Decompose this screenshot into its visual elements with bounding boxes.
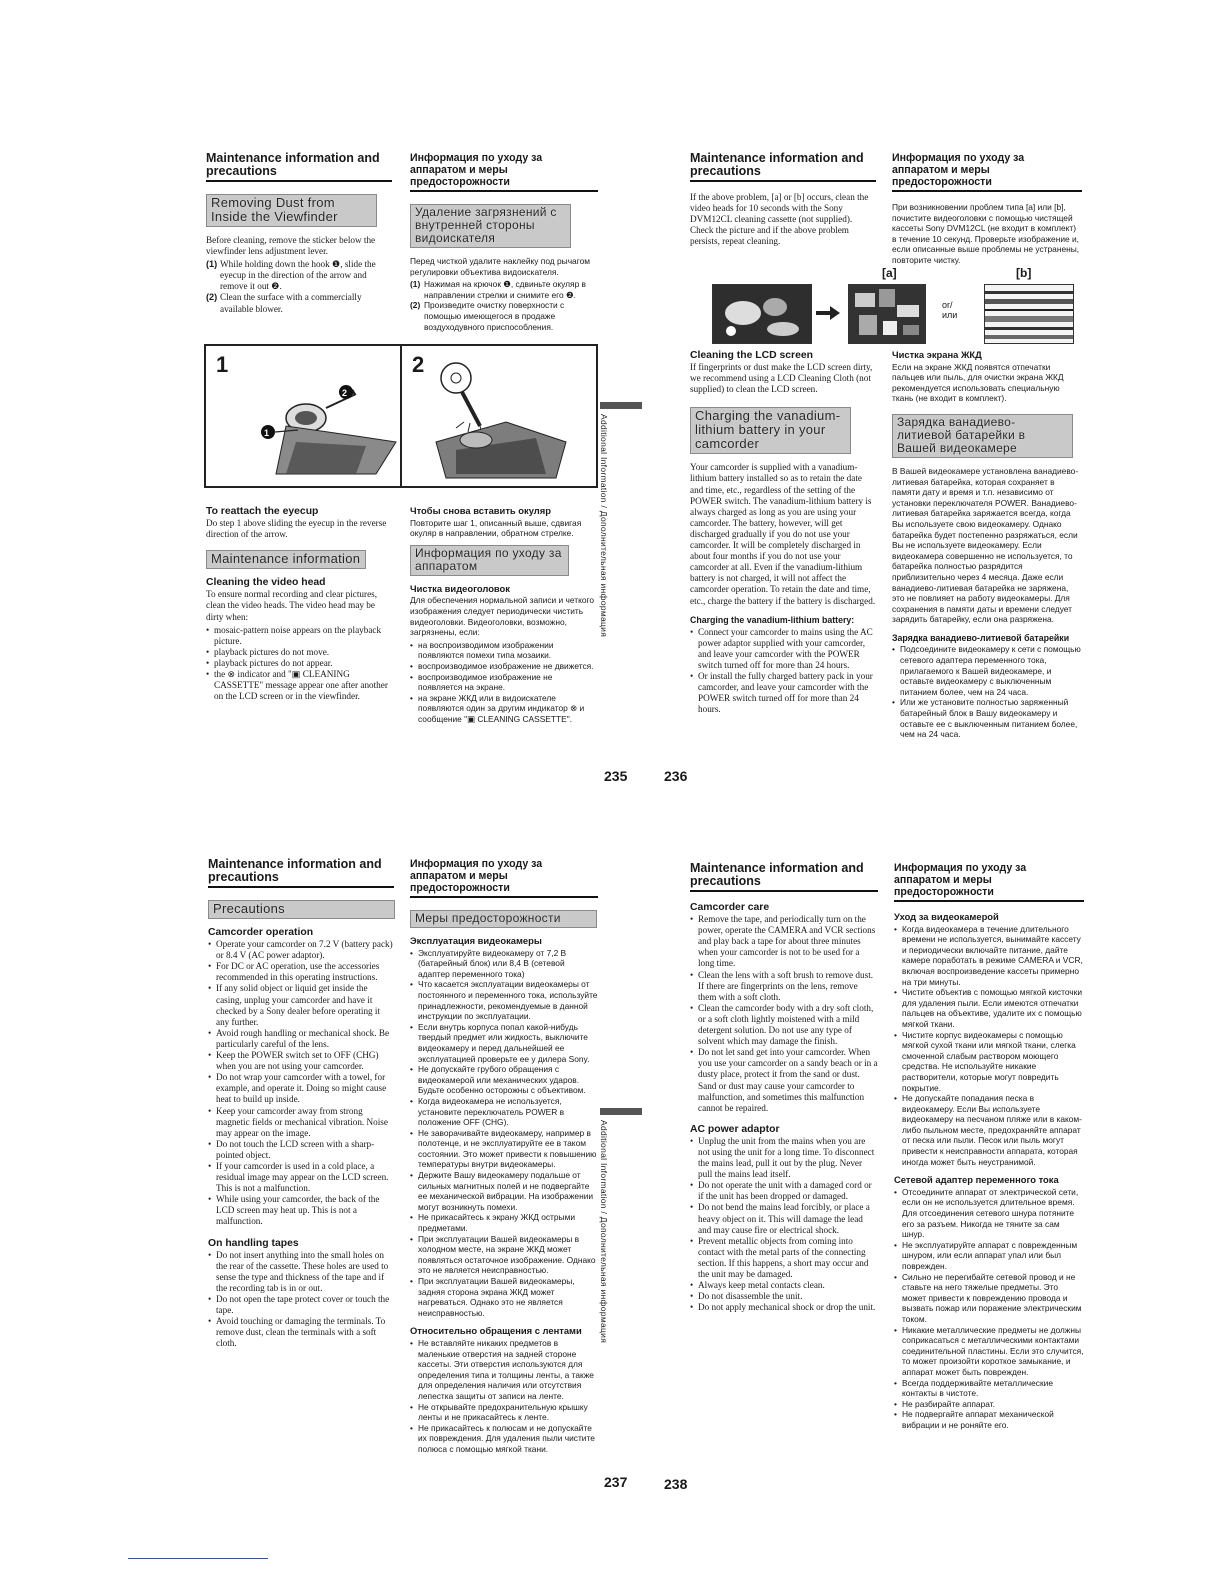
list-item: • Do not bend the mains lead forcibly, or place a heavy object on it. This will damage the lead and may cause fire or electrical shock. — [690, 1202, 878, 1235]
p236-en-battery-text: Your camcorder is supplied with a vanadium-lithium battery installed so as to retain the date and time, etc., regardless of the setting of the POWER switch. The vanadium-lithium battery is always charged as long as you are using your camcorder. The battery, however, will get discharged gradually if you do not use your camcorder. It will be completely discharged in about four months if you do not use your camcorder at all. Even if the vanadium-lithium battery is not charged, it will not affect the camcorder operation. To retain the date and time, etc., charge the battery if the battery is discharged. — [690, 462, 876, 606]
p237-ru-tapes-list — [410, 1338, 598, 1455]
p237-ru-column — [410, 858, 598, 1455]
side-tab-label: Additional Information / Дополнительная информация — [599, 414, 609, 638]
list-item: • воспроизводимое изображение не движется. — [410, 661, 598, 672]
p237-ru-header: Информация по уходу за аппаратом и меры предосторожности — [410, 858, 598, 898]
p238-ru-column — [894, 862, 1084, 1431]
list-item: • Do not apply mechanical shock or drop the unit. — [690, 1302, 878, 1313]
figure-label-b: [b] — [1016, 266, 1032, 280]
svg-text:1: 1 — [264, 428, 270, 438]
p236-ru-lcd-text: Если на экране ЖКД появятся отпечатки пальцев или пыль, для очистки экрана ЖКД рекомендуется использовать специальную ткань (не входит в комплект). — [892, 361, 1064, 404]
p235-en-head-text: To ensure normal recording and clear pictures, clean the video heads. The video head may be dirty when: — [206, 589, 378, 622]
figure-divider — [400, 344, 402, 488]
p236-en-charging-list — [690, 627, 876, 716]
p236-en-column — [690, 152, 876, 249]
p236-ru-charging-list — [892, 644, 1082, 739]
list-item: • При эксплуатации Вашей видеокамеры в холодном месте, на экране ЖКД может появляться остаточное изображение. Однако это не является неисправностью. — [410, 1234, 598, 1276]
list-item: • mosaic-pattern noise appears on the playback picture. — [206, 625, 392, 647]
list-item: • Никакие металлические предметы не должны соприкасаться с металлическими контактами соединительной пластины. Если это случится, то может произойти короткое замыкание, и аппарат может быть поврежден. — [894, 1325, 1084, 1378]
list-item: • воспроизводимое изображение не появляется на экране. — [410, 672, 598, 693]
page-number-236: 236 — [664, 768, 688, 784]
list-item: • Remove the tape, and periodically turn on the power, operate the CAMERA and VCR sections and play back a tape for about three minutes when your camcorder is not to be used for a long time. — [690, 914, 878, 969]
or-separator: or/ или — [942, 300, 958, 320]
list-item: • Если внутрь корпуса попал какой-нибудь твердый предмет или жидкость, выключите видеокамеру и перед дальнейшей ее эксплуатацией проверьте ее у дилера Sony. — [410, 1022, 598, 1064]
p236-en-charging-title: Charging the vanadium-lithium battery: — [690, 614, 855, 625]
p237-en-cam-list — [208, 939, 394, 1227]
p236-ru-lcd-title: Чистка экрана ЖКД — [892, 349, 982, 360]
step-item: (2) Произведите очистку поверхности с помощью имеющегося в продаже воздуходувного приспособления. — [410, 300, 565, 332]
list-item: • Не эксплуатируйте аппарат с поврежденным шнуром, или если аппарат упал или был поврежден. — [894, 1240, 1084, 1272]
step-item: (1) While holding down the hook ❶, slide the eyecup in the direction of the arrow and remove it out ❷. — [206, 259, 376, 292]
list-item: • the ⊗ indicator and "▣ CLEANING CASSETTE" message appear one after another on the LCD screen or in the viewfinder. — [206, 669, 392, 702]
p235-ru-reattach-title: Чтобы снова вставить окуляр — [410, 505, 551, 516]
list-item: • Не вставляйте никаких предметов в маленькие отверстия на задней стороне кассеты. Эти отверстия используются для определения типа и толщины ленты, а также для определения наличия или отсутствия лепестка защиты от записи на ленте. — [410, 1338, 598, 1402]
list-item: • Не подвергайте аппарат механической вибрации и не роняйте его. — [894, 1409, 1084, 1430]
stripe-noise-thumb-b — [984, 284, 1074, 344]
p235-ru-reattach-text: Повторите шаг 1, описанный выше, сдвигая окуляр в направлении, обратном стрелке. — [410, 517, 582, 539]
list-item: • Не прикасайтесь к полюсам и не допускайте их повреждения. Для удаления пыли чистите полюса с помощью мягкой ткани. — [410, 1423, 598, 1455]
page-number-235: 235 — [604, 768, 628, 784]
list-item: • Сильно не перегибайте сетевой провод и не ставьте на него тяжелые предметы. Это может привести к повреждению провода и вызвать пожар или поражение электрическим током. — [894, 1272, 1084, 1325]
p235-ru-header: Информация по уходу за аппаратом и меры предосторожности — [410, 152, 598, 192]
list-item: • Do not wrap your camcorder with a towel, for example, and operate it. Doing so might cause heat to build up inside. — [208, 1072, 394, 1105]
p238-en-ac-list — [690, 1136, 878, 1314]
p235-ru-banner-viewfinder: Удаление загрязнений с внутренней стороны видоискателя — [410, 204, 571, 248]
p238-en-care-list — [690, 914, 878, 1114]
list-item: • While using your camcorder, the back of the LCD screen may heat up. This is not a malfunction. — [208, 1194, 394, 1227]
figure-label-a: [a] — [882, 266, 897, 280]
p236-en-lcd-title: Cleaning the LCD screen — [690, 350, 813, 361]
p235-en-head-list — [206, 625, 392, 703]
p235-ru-column — [410, 152, 598, 332]
p235-ru-lower — [410, 506, 598, 725]
p238-en-care-title: Camcorder care — [690, 902, 770, 913]
p236-en-intro: If the above problem, [a] or [b] occurs, clean the video heads for 10 seconds with the Sony DVM12CL cleaning cassette (not supplied). Check the picture and if the above problem persists, repeat cleaning. — [690, 192, 869, 247]
p236-ru-charging-title: Зарядка ванадиево-литиевой батарейки — [892, 632, 1070, 643]
p236-ru-column — [892, 152, 1082, 268]
p238-en-column — [690, 862, 878, 1313]
p235-en-steps — [206, 259, 392, 314]
list-item: • Prevent metallic objects from coming into contact with the metal parts of the connecting section. If this happens, a short may occur and the unit may be damaged. — [690, 1236, 878, 1280]
p235-en-lower — [206, 506, 392, 702]
p237-en-tapes-list — [208, 1250, 394, 1350]
p236-en-header: Maintenance information and precautions — [690, 152, 876, 182]
list-item: • For DC or AC operation, use the accessories recommended in this operating instructions. — [208, 961, 394, 983]
p235-ru-banner-maintenance: Информация по уходу за аппаратом — [410, 545, 569, 576]
p236-en-banner-battery: Charging the vanadium-lithium battery in your camcorder — [690, 407, 851, 454]
list-item: • Connect your camcorder to mains using the AC power adaptor supplied with your camcorder, and leave your camcorder with the POWER switch turned off for more than 24 hours. — [690, 627, 876, 671]
p235-en-reattach-text: Do step 1 above sliding the eyecup in the reverse direction of the arrow. — [206, 518, 387, 540]
list-item: • При эксплуатации Вашей видеокамеры, задняя сторона экрана ЖКД может нагреваться. Однако это не является неисправностью. — [410, 1276, 598, 1318]
list-item: • Всегда поддерживайте металлические контакты в чистоте. — [894, 1378, 1084, 1399]
p236-ru-lower — [892, 350, 1082, 740]
list-item: • Always keep metal contacts clean. — [690, 1280, 878, 1291]
p237-ru-banner-precautions: Меры предосторожности — [410, 910, 597, 928]
p238-ru-care-title: Уход за видеокамерой — [894, 911, 999, 922]
list-item: • на воспроизводимом изображении появляются помехи типа мозаики. — [410, 640, 598, 661]
list-item: • Не допускайте попадания песка в видеокамеру. Если Вы используете видеокамеру на песчаном пляже или в каком-либо пыльном месте, предохраняйте аппарат от песка или пыли. Песок или пыль могут привести к неисправности аппарата, которая иногда может быть неустранимой. — [894, 1093, 1084, 1167]
list-item: • If your camcorder is used in a cold place, a residual image may appear on the LCD screen. This is not a malfunction. — [208, 1161, 394, 1194]
p238-en-ac-title: AC power adaptor — [690, 1123, 780, 1135]
step-item: (1) Нажимая на крючок ❶, сдвиньте окуляр в направлении стрелки и снимите его ❷. — [410, 279, 587, 300]
list-item: • Keep the POWER switch set to OFF (CHG) when you are not using your camcorder. — [208, 1050, 394, 1072]
p236-ru-banner-battery: Зарядка ванадиево-литиевой батарейки в Вашей видеокамере — [892, 414, 1073, 458]
section-tab-marker — [600, 402, 642, 409]
p235-ru-intro: Перед чисткой удалите наклейку под рычагом регулировки объектива видоискателя. — [410, 256, 590, 277]
list-item: • Не заворачивайте видеокамеру, например в полотенце, и не эксплуатируйте ее в таком состоянии. Это может привести к повышению температуры внутри видеокамеры. — [410, 1128, 598, 1170]
p238-en-header: Maintenance information and precautions — [690, 862, 878, 892]
p238-ru-ac-list — [894, 1187, 1084, 1431]
list-item: • Не допускайте грубого обращения с видеокамерой или механических ударов. Будьте особенно осторожны с объективом. — [410, 1064, 598, 1096]
p237-en-tapes-title: On handling tapes — [208, 1237, 299, 1249]
p236-ru-battery-text: В Вашей видеокамере установлена ванадиево-литиевая батарейка, которая сохраняет в памяти дату и время и т.п. независимо от установки переключателя POWER. Ванадиево-литиевая батарейка заряжается всегда, когда Вы используете свою видеокамеру. Однако батарейка будет постепенно разряжаться, если Вы не используете видеокамеру. Если видеокамера совершенно не используется, то батарейка полностью разрядится приблизительно через 4 месяца. Даже если ванадиево-литиевая батарейка не заряжена, это не повлияет на работу видеокамеры. Для сохранения в памяти даты и времени следует зарядить батарейку, если она разряжена. — [892, 465, 1079, 625]
list-item: • Avoid rough handling or mechanical shock. Be particularly careful of the lens. — [208, 1028, 394, 1050]
list-item: • Do not let sand get into your camcorder. When you use your camcorder on a sandy beach or in a dusty place, protect it from the sand or dust. Sand or dust may cause your camcorder to malfunction, and sometimes this malfunction cannot be repaired. — [690, 1047, 878, 1114]
side-tab-label: Additional Information / Дополнительная информация — [599, 1120, 609, 1344]
list-item: • Or install the fully charged battery pack in your camcorder, and leave your camcorder with the POWER switch turned off for more than 24 hours. — [690, 671, 876, 715]
list-item: • Avoid touching or damaging the terminals. To remove dust, clean the terminals with a soft cloth. — [208, 1316, 394, 1349]
list-item: • Не открывайте предохранительную крышку ленты и не прикасайтесь к ленте. — [410, 1402, 598, 1423]
list-item: • playback pictures do not appear. — [206, 658, 392, 669]
p237-en-column — [208, 858, 394, 1349]
p235-en-banner-maintenance: Maintenance information — [206, 550, 366, 569]
p235-en-head-title: Cleaning the video head — [206, 577, 326, 589]
list-item: • Чистите корпус видеокамеры с помощью мягкой сухой ткани или мягкой ткани, слегка смоченной слабым раствором моющего средства. Не используйте никакие растворители, которые могут повредить покрытие. — [894, 1030, 1084, 1094]
list-item: • Unplug the unit from the mains when you are not using the unit for a long time. To disconnect the mains lead, pull it out by the plug. Never pull the mains lead itself. — [690, 1136, 878, 1180]
list-item: • Do not operate the unit with a damaged cord or if the unit has been dropped or damaged. — [690, 1180, 878, 1202]
list-item: • Подсоедините видеокамеру к сети с помощью сетевого адаптера переменного тока, прилагаемого к Вашей видеокамере, и оставьте видеокамеру с выключенным питанием более, чем на 24 часа. — [892, 644, 1082, 697]
p235-ru-head-text: Для обеспечения нормальной записи и четкого изображения следует периодически чистить видеоголовки. Видеоголовки, возможно, загрязнены, если: — [410, 595, 595, 638]
p235-en-banner-viewfinder: Removing Dust from Inside the Viewfinder — [206, 194, 377, 227]
p237-en-banner-precautions: Precautions — [208, 900, 395, 919]
p235-en-reattach-title: To reattach the eyecup — [206, 506, 319, 517]
list-item: • Что касается эксплуатации видеокамеры от постоянного и переменного тока, используйте принадлежности, рекомендуемые в данной инструкции по эксплуатации. — [410, 979, 598, 1021]
p235-ru-steps — [410, 279, 598, 332]
list-item: • на экране ЖКД или в видоискателе появляются один за другим индикатор ⊗ и сообщение "▣ CLEANING CASSETTE". — [410, 693, 598, 725]
list-item: • Не разбирайте аппарат. — [894, 1399, 1084, 1410]
p235-ru-head-title: Чистка видеоголовок — [410, 582, 510, 594]
arrow-right-icon — [816, 306, 840, 320]
list-item: • Эксплуатируйте видеокамеру от 7,2 В (батарейный блок) или 8,4 В (сетевой адаптер переменного тока) — [410, 948, 598, 980]
figure-label-1: 1 — [216, 352, 229, 377]
p236-en-lcd-text: If fingerprints or dust make the LCD screen dirty, we recommend using a LCD Cleaning Cloth (not supplied) to clean the LCD screen. — [690, 362, 873, 395]
list-item: • Отсоедините аппарат от электрической сети, если он не используется длительное время. Для отсоединения сетевого шнура потяните его за разъем. Никогда не тяните за сам шнур. — [894, 1187, 1084, 1240]
page-number-238: 238 — [664, 1476, 688, 1492]
svg-text:2: 2 — [342, 388, 348, 398]
list-item: • Operate your camcorder on 7.2 V (battery pack) or 8.4 V (AC power adaptor). — [208, 939, 394, 961]
list-item: • Когда видеокамера в течение длительного времени не используется, вынимайте кассету и периодически включайте питание, дайте камере поработать в режиме CAMERA и VCR, включая воспроизведение кассеты примерно на три минуты. — [894, 924, 1084, 988]
p237-en-header: Maintenance information and precautions — [208, 858, 394, 888]
p236-ru-intro: При возникновении проблем типа [a] или [b], почистите видеоголовки с помощью чистящей кассеты Sony DVM12CL (не входит в комплект) в течение 10 секунд. Проверьте изображение и, если описанные выше проблемы не устранены, повторите чистку. — [892, 202, 1080, 265]
p238-ru-care-list — [894, 924, 1084, 1168]
p238-ru-ac-title: Сетевой адаптер переменного тока — [894, 1174, 1059, 1186]
list-item: • Или же установите полностью заряженный батарейный блок в Вашу видеокамеру и оставьте ее с выключенным питанием более, чем на 24 часа. — [892, 697, 1082, 739]
list-item: • playback pictures do not move. — [206, 647, 392, 658]
p238-ru-header: Информация по уходу за аппаратом и меры предосторожности — [894, 862, 1084, 902]
page-number-237: 237 — [604, 1474, 628, 1490]
p236-ru-header: Информация по уходу за аппаратом и меры предосторожности — [892, 152, 1082, 192]
figure-label-2: 2 — [412, 352, 425, 377]
list-item: • Keep your camcorder away from strong magnetic fields or mechanical vibration. Noise may appear on the image. — [208, 1106, 394, 1139]
p235-en-intro: Before cleaning, remove the sticker below the viewfinder lens adjustment lever. — [206, 235, 376, 257]
list-item: • Do not touch the LCD screen with a sharp-pointed object. — [208, 1139, 394, 1161]
list-item: • Чистите объектив с помощью мягкой кисточки для удаления пыли. Если имеются отпечатки пальцев на объективе, удалите их с помощью мягкой ткани. — [894, 987, 1084, 1029]
list-item: • Do not open the tape protect cover or touch the tape. — [208, 1294, 394, 1316]
section-tab-marker — [600, 1108, 642, 1115]
list-item: • Do not disassemble the unit. — [690, 1291, 878, 1302]
list-item: • Clean the lens with a soft brush to remove dust. If there are fingerprints on the lens, remove them with a soft cloth. — [690, 970, 878, 1003]
p237-ru-cam-list — [410, 948, 598, 1319]
p237-en-cam-title: Camcorder operation — [208, 927, 314, 938]
list-item: • Clean the camcorder body with a dry soft cloth, or a soft cloth lightly moistened with a mild detergent solution. Do not use any type of solvent which may damage the finish. — [690, 1003, 878, 1047]
list-item: • Держите Вашу видеокамеру подальше от сильных магнитных полей и не подвергайте ее механической вибрации. На изображении могут возникнуть помехи. — [410, 1170, 598, 1212]
p235-en-header: Maintenance information and precautions — [206, 152, 392, 182]
p235-en-column — [206, 152, 392, 315]
list-item: • Do not insert anything into the small holes on the rear of the cassette. These holes are used to sense the type and thickness of the tape and if the recording tab is in or out. — [208, 1250, 394, 1294]
p237-ru-tapes-title: Относительно обращения с лентами — [410, 1325, 582, 1337]
list-item: • Не прикасайтесь к экрану ЖКД острыми предметами. — [410, 1212, 598, 1233]
list-item: • If any solid object or liquid get inside the casing, unplug your camcorder and have it checked by a Sony dealer before operating it any further. — [208, 983, 394, 1027]
step-item: (2) Clean the surface with a commercially available blower. — [206, 292, 362, 314]
footer-link-underline[interactable] — [128, 1558, 268, 1559]
p237-ru-cam-title: Эксплуатация видеокамеры — [410, 935, 542, 946]
p236-en-lower — [690, 350, 876, 715]
list-item: • Когда видеокамера не используется, установите переключатель POWER в положение OFF (CHG). — [410, 1096, 598, 1128]
p235-ru-head-list — [410, 640, 598, 725]
normal-picture-thumb — [712, 284, 812, 344]
mosaic-noise-thumb-a — [848, 284, 926, 344]
